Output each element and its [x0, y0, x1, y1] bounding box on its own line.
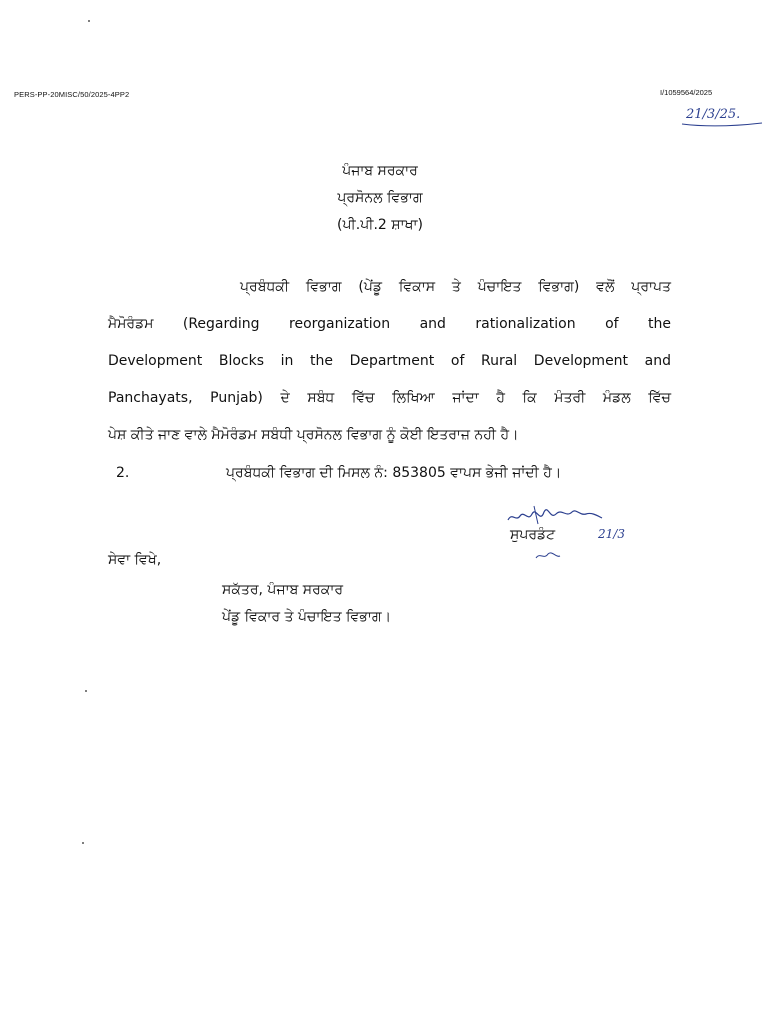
- body-paragraph-line: Development Blocks in the Department of Rural Development and: [108, 353, 671, 369]
- body-paragraph-line: ਮੈਮੋਰੰਡਮ (Regarding reorganization and rationalization of the: [108, 316, 671, 332]
- heading-government: ਪੰਜਾਬ ਸਰਕਾਰ: [342, 163, 418, 179]
- body-paragraph-line: Panchayats, Punjab) ਦੇ ਸਬੰਧ ਵਿੱਚ ਲਿਖਿਆ ਜਾਂਦਾ ਹੈ ਕਿ ਮੰਤਰੀ ਮੰਡਲ ਵਿੱਚ: [108, 390, 671, 406]
- paragraph-2-text: ਪ੍ਰਬੰਧਕੀ ਵਿਭਾਗ ਦੀ ਮਿਸਲ ਨੰ: 853805 ਵਾਪਸ ਭੇਜੀ ਜਾਂਦੀ ਹੈ।: [226, 465, 562, 481]
- signature-date-note: 21/3: [598, 527, 625, 541]
- body-paragraph-line: ਪੇਸ਼ ਕੀਤੇ ਜਾਣ ਵਾਲੇ ਮੈਮੋਰੰਡਮ ਸਬੰਧੀ ਪ੍ਰਸੋਨਲ ਵਿਭਾਗ ਨੂੰ ਕੋਈ ਇਤਰਾਜ਼ ਨਹੀ ਹੈ।: [108, 427, 519, 443]
- handwritten-date: [656, 104, 766, 128]
- scan-speck: [85, 690, 87, 692]
- body-paragraph-line: ਪ੍ਰਬੰਧਕੀ ਵਿਭਾਗ (ਪੇਂਡੂ ਵਿਕਾਸ ਤੇ ਪੰਚਾਇਤ ਵਿਭਾਗ) ਵਲੋਂ ਪ੍ਰਾਪਤ: [240, 279, 671, 295]
- recipient-line-1: ਸਕੱਤਰ, ਪੰਜਾਬ ਸਰਕਾਰ: [222, 582, 344, 598]
- paragraph-number: 2.: [116, 465, 130, 481]
- salutation: ਸੇਵਾ ਵਿਖੇ,: [108, 552, 162, 568]
- heading-department: ਪ੍ਰਸੋਨਲ ਵਿਭਾਗ: [337, 190, 423, 206]
- handwritten-date-text: 21/3/25.: [686, 107, 741, 122]
- heading-branch: (ਪੀ.ਪੀ.2 ਸ਼ਾਖਾ): [337, 217, 423, 233]
- receipt-number: I/1059564/2025: [660, 88, 713, 97]
- scan-speck: [82, 842, 84, 844]
- file-reference-number: PERS-PP-20MISC/50/2025-4PP2: [14, 90, 130, 99]
- signatory-designation: ਸੁਪਰਡੰਟ: [510, 527, 556, 543]
- recipient-line-2: ਪੇਂਡੂ ਵਿਕਾਰ ਤੇ ਪੰਚਾਇਤ ਵਿਭਾਗ।: [222, 609, 392, 625]
- scan-speck: [88, 20, 90, 22]
